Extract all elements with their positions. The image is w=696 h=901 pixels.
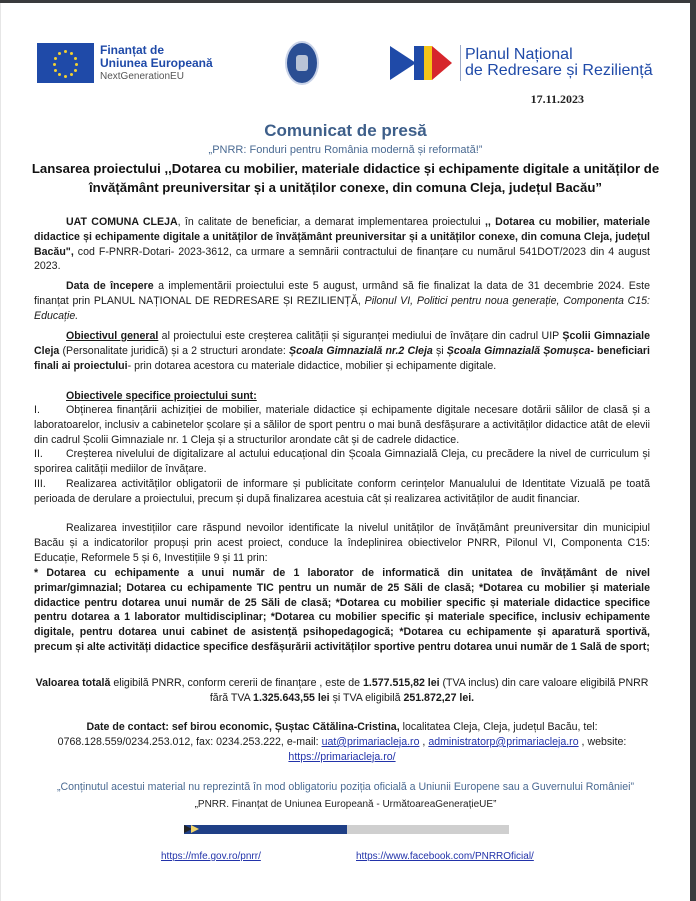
objective-number: II. <box>34 448 43 461</box>
pnrr-logo <box>390 45 653 81</box>
disclaimer: „Conținutul acestui material nu reprezintă în mod obligatoriu poziția oficială a Uniunii Europene sau a Guvernului României” <box>56 781 635 793</box>
school-structure-1: Școala Gimnazială nr.2 Cleja <box>289 344 433 357</box>
general-objective-label: Obiectivul general <box>66 330 159 342</box>
pnrr-arrows-icon <box>390 46 456 80</box>
paragraph-intro <box>34 215 650 274</box>
objective-item <box>34 403 650 447</box>
contact-person: Date de contact: sef birou economic, Șuștac Cătălina-Cristina, <box>86 721 400 733</box>
objective-item <box>34 477 650 507</box>
headline: Lansarea proiectului ,,Dotarea cu mobilier, materiale didactice și echipamente digitale a unităților de învățământ preuniversitar și a unităților conexe, din comuna Cleja, județul Bacău” <box>31 161 660 195</box>
website-link[interactable]: https://primariacleja.ro/ <box>288 750 396 763</box>
email-link-uat[interactable]: uat@primariacleja.ro <box>321 735 420 748</box>
chevron-right-icon <box>191 825 199 833</box>
text: al proiectului este creșterea calității și siguranței mediului de învățare din cadrul UIP <box>158 330 563 342</box>
pnrr-logo-line1: Planul Național <box>465 46 573 63</box>
text: și <box>432 344 447 357</box>
text: și TVA eligibilă <box>329 691 404 704</box>
school-structure-2: Școala Gimnazială Șomușca <box>446 344 591 357</box>
eu-logo-line2: Uniunea Europeană <box>100 55 213 70</box>
objective-text: Obținerea finanțării achiziției de mobilier, materiale didactice și echipamente digitale necesare dotării sălilor de clasă și a laboratoarelor, inclusiv a cabinetelor școlare și a sălilor de sport pentru o mai bună desfășurare a activităților didactice atât de elevii din cadrul Școlii Gimnaziale nr. 1 Cleja și a structurilor arondate cât și de cadrele didactice. <box>34 404 650 446</box>
project-name: ,, Dotarea cu mobilier, materiale didactice și echipamente digitale a unităților de învățământ preuniversitar și a unităților conexe, din comuna Cleja, județul Bacău", <box>34 216 651 258</box>
objective-item <box>34 447 650 477</box>
guvernul-romaniei-seal-icon <box>285 41 319 85</box>
paragraph-contact <box>34 720 650 764</box>
facebook-pnrr-link[interactable]: https://www.facebook.com/PNRROficial/ <box>356 851 534 862</box>
decorative-pnrr-bar <box>184 825 509 834</box>
text: , <box>419 735 429 748</box>
text: localitatea Cleja, Cleja, județul Bacău, tel: 0768.128.559/0234.253.012, fax: 0234.253.222, e-mail: <box>57 721 598 748</box>
objective-number: I. <box>34 404 40 416</box>
paragraph-start-date <box>34 279 650 323</box>
value-without-vat: 1.325.643,55 lei <box>253 691 330 704</box>
paragraph-equipment-list: * Dotarea cu echipamente a unui număr de 1 laborator de informatică din unitatea de învățământ de nivel primar/gimnazial; Dotarea cu echipamente TIC pentru un număr de 25 Săli de clasă; *Dotarea cu mobilier și materiale didactice pentru dotarea unui număr de 25 Săli de clasă; *Dotarea cu mobilier specific și materiale didactice specifice pentru dotarea a 1 laborator multidisciplinar; *Dotarea cu mobilier specific și materiale specifice, inclusiv echipamente digitale, pentru dotarea unui cabinet de asistență psihopedagogică; *Dotarea cu echipamente și aparatură sportivă, precum și alte activități didactice specifice desfășurării activităților sportive pentru dotarea unui număr de 1 Sală de sport; <box>34 567 650 653</box>
paragraph-general-objective <box>34 329 650 373</box>
start-date-label: Data de începere <box>66 280 154 292</box>
slogan: „PNRR: Fonduri pentru România modernă și reformată!” <box>208 144 483 156</box>
logo-header <box>1 41 690 91</box>
pnrr-logo-divider <box>460 45 461 81</box>
text: - prin dotarea acestora cu materiale didactice, mobilier și echipamente digitale. <box>127 359 497 372</box>
text: (TVA inclus) din care valoare eligibilă PNRR fără TVA <box>209 677 649 704</box>
specific-objectives-heading: Obiectivele specifice proiectului sunt: <box>66 390 257 402</box>
pnrr-logo-line2: de Redresare și Reziliență <box>465 62 653 79</box>
objective-text: Creșterea nivelului de digitalizare al actului educațional din Școala Gimnazială Cleja, cu precădere la nivel de curriculum și sporirea calității mediilor de învățare. <box>34 448 650 476</box>
vat-amount: 251.872,27 lei. <box>403 691 475 704</box>
objective-number: III. <box>34 477 46 490</box>
beneficiaries-label: - beneficiari finali ai proiectului <box>34 344 650 372</box>
beneficiary-name: UAT COMUNA CLEJA <box>66 216 178 228</box>
text: , website: <box>578 735 627 748</box>
text: cod F-PNRR-Dotari- 2023-3612, ca urmare a semnării contractului de finanțare cu numărul 541DOT/2023 din 4 august 2023. <box>34 245 650 273</box>
eu-flag-icon <box>37 43 94 83</box>
school-name: Școlii Gimnaziale Cleja <box>34 330 650 357</box>
pnrr-tagline: „PNRR. Finanțat de Uniunea Europeană - UrmătoareaGenerațieUE” <box>194 799 497 810</box>
decorative-bar-fill <box>184 825 347 834</box>
email-link-administrator[interactable]: administratorp@primariacleja.ro <box>428 735 579 748</box>
paragraph-total-value <box>34 676 650 706</box>
eu-logo-line1: Finanțat de <box>100 42 165 57</box>
eu-funding-logo <box>37 43 213 83</box>
text: (Personalitate juridică) și a 2 structuri arondate: <box>59 344 290 357</box>
objective-text: Realizarea activităților obligatorii de informare și publicitate conform cerințelor Manualului de Identitate Vizuală pe toată perioada de derulare a proiectului, precum și după finalizarea acestuia cât și realizarea activităților de audit financiar. <box>34 477 650 505</box>
mfe-pnrr-link[interactable]: https://mfe.gov.ro/pnrr/ <box>161 851 261 862</box>
text: , în calitate de beneficiar, a demarat implementarea proiectului <box>177 216 485 228</box>
total-value-label: Valoarea totală <box>35 677 111 689</box>
eu-logo-line3: NextGenerationEU <box>100 70 184 82</box>
total-value-amount: 1.577.515,82 lei <box>363 677 440 689</box>
press-release-date: 17.11.2023 <box>530 92 584 106</box>
text: a implementării proiectului este 5 august, urmând să fie finalizat la data de 31 decembrie 2024. Este finanțat prin PLANUL NAȚIONAL DE REDRESARE ȘI REZILIENȚĂ, <box>34 280 650 307</box>
paragraph-investments: Realizarea investițiilor care răspund nevoilor identificate la nivelul unităților de învățământ preuniversitar din municipiul Bacău și a indicatorilor propuși prin acest proiect, conduce la îndeplinirea obiectivelor PNRR, Pilonul VI, Componenta C15: Educație, Reformele 5 și 6, Investițiile 9 și 11 prin: <box>34 522 650 564</box>
component-reference: Pilonul VI, Politici pentru noua generație, Componenta C15: Educație. <box>34 294 650 322</box>
page-title: Comunicat de presă <box>264 121 427 140</box>
press-release-page <box>0 3 690 901</box>
text: eligibilă PNRR, conform cererii de finanțare , este de <box>110 677 363 689</box>
specific-objectives-list <box>34 403 650 507</box>
